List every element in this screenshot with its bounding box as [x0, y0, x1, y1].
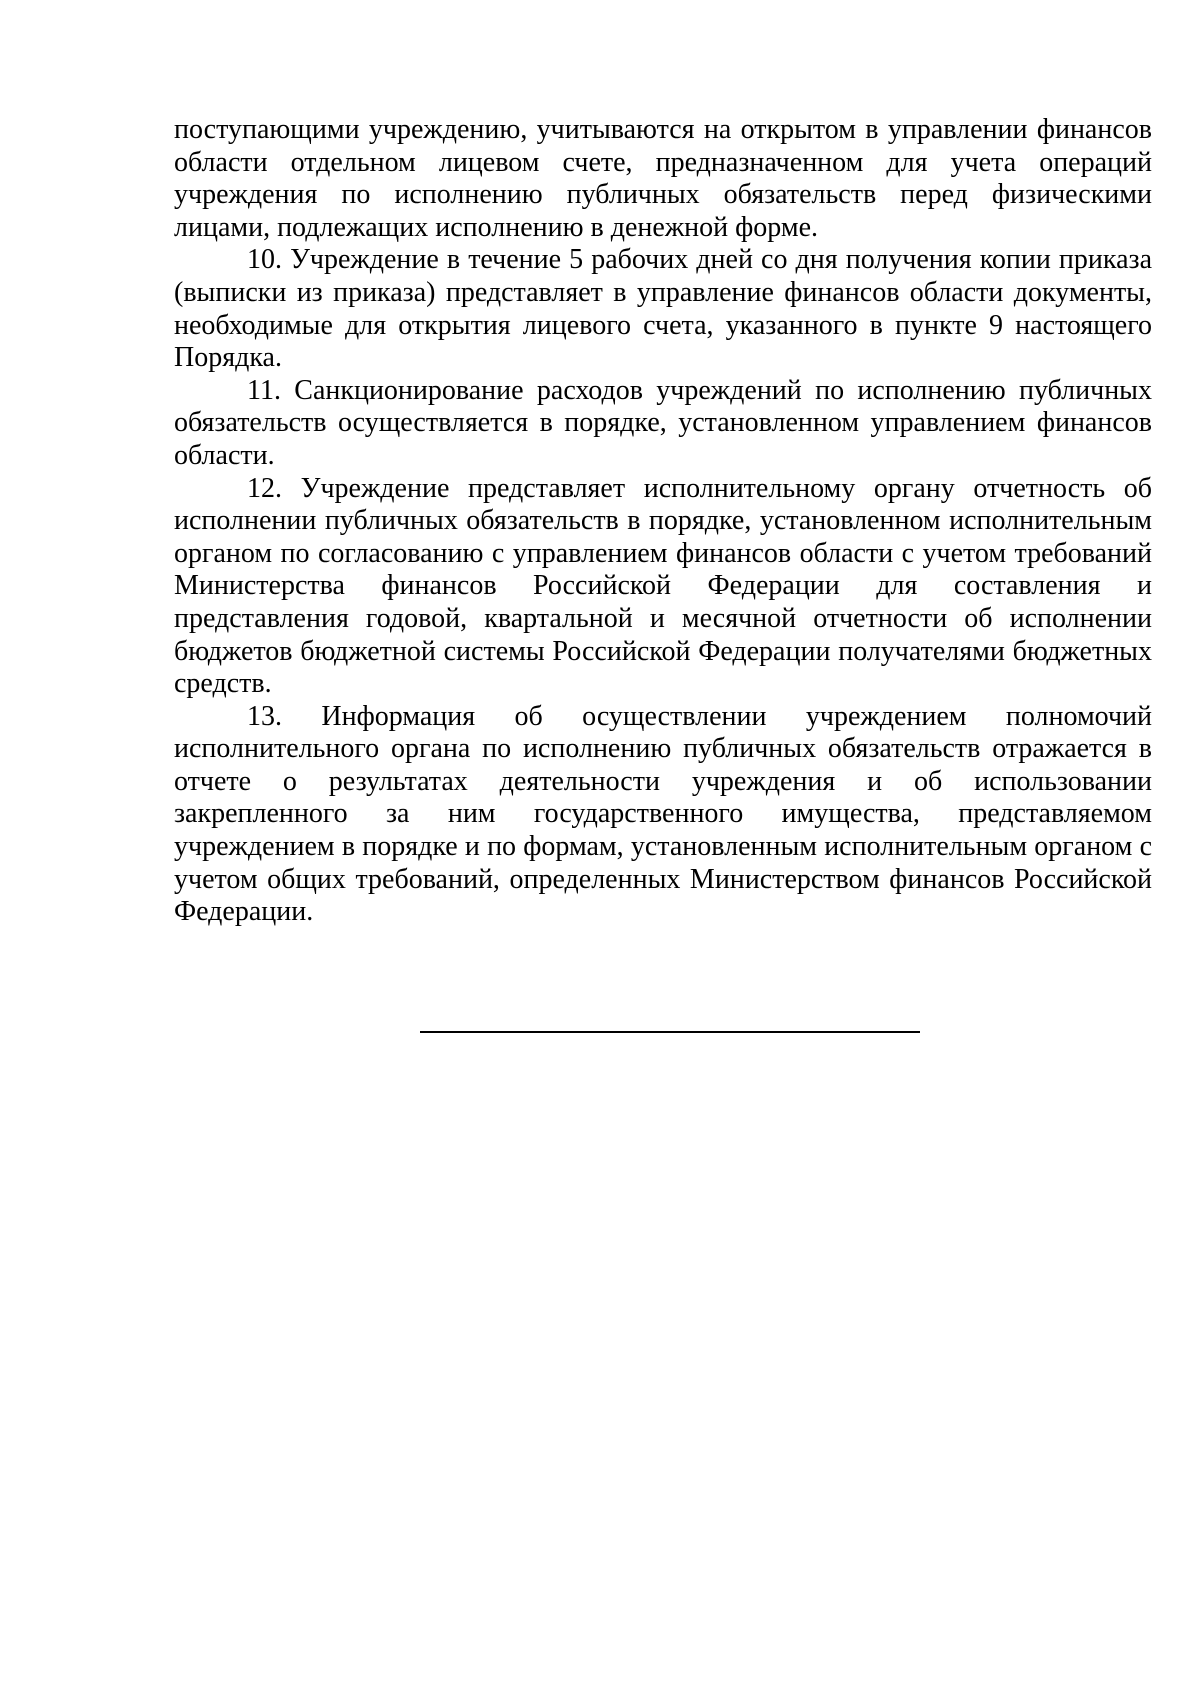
paragraph-item-12: 12. Учреждение представляет исполнительному органу отчетность об исполнении публичных обязательств в порядке, установленном исполнительным органом по согласованию с управлением финансов области с учетом требований Министерства финансов Российской Федерации для составления и представления годовой, квартальной и месячной отчетности об исполнении бюджетов бюджетной системы Российской Федерации получателями бюджетных средств. — [174, 472, 1152, 700]
paragraph-item-13: 13. Информация об осуществлении учреждением полномочий исполнительного органа по исполнению публичных обязательств отражается в отчете о результатах деятельности учреждения и об использовании закрепленного за ним государственного имущества, представляемом учреждением в порядке и по формам, установленным исполнительным органом с учетом общих требований, определенных Министерством финансов Российской Федерации. — [174, 700, 1152, 928]
paragraph-continuation: поступающими учреждению, учитываются на открытом в управлении финансов области отдельном лицевом счете, предназначенном для учета операций учреждения по исполнению публичных обязательств перед физическими лицами, подлежащих исполнению в денежной форме. — [174, 114, 1152, 243]
paragraph-item-10: 10. Учреждение в течение 5 рабочих дней со дня получения копии приказа (выписки из приказа) представляет в управление финансов области документы, необходимые для открытия лицевого счета, указанного в пункте 9 настоящего Порядка. — [174, 244, 1152, 374]
paragraph-item-11: 11. Санкционирование расходов учреждений по исполнению публичных обязательств осуществляется в порядке, установленном управлением финансов области. — [174, 374, 1152, 471]
document-body — [174, 114, 1152, 929]
closing-divider-line — [420, 1031, 920, 1033]
